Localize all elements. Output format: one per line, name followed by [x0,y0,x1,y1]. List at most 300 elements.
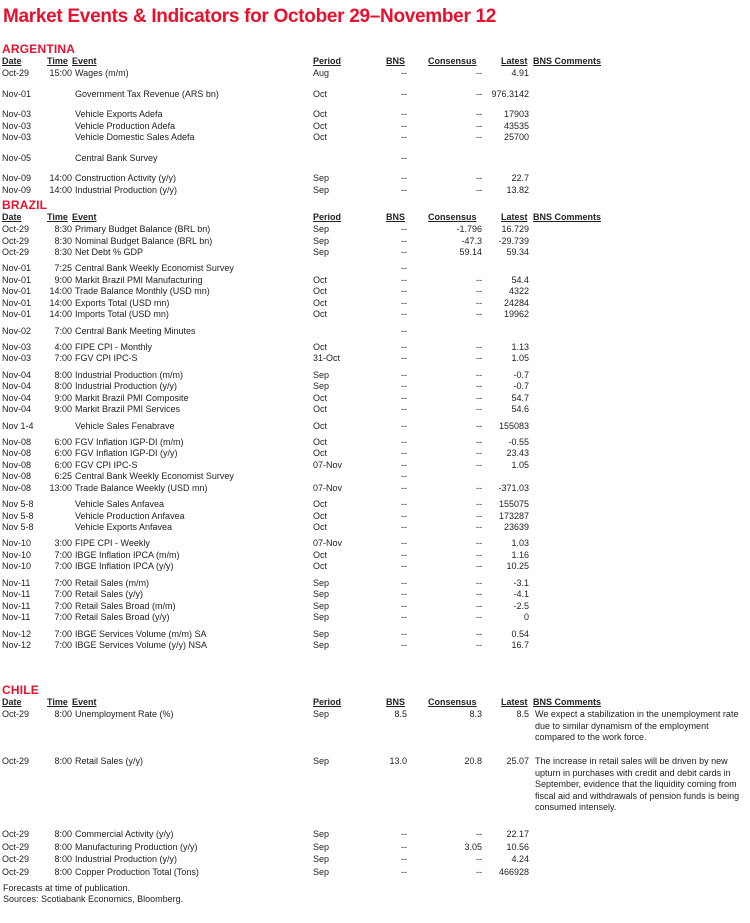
cell-event: FGV Inflation IGP-DI (y/y) [75,448,178,459]
cell-consensus: 59.14 [459,247,482,257]
cell-bns: 13.0 [389,756,407,766]
cell-event: Vehicle Production Anfavea [75,510,185,521]
cell-time: 7:00 [54,549,72,560]
cell-time: 7:00 [54,561,72,572]
cell-date: Nov-08 [2,482,32,493]
cell-time: 13:00 [49,482,72,493]
cell-consensus: -- [476,522,482,533]
cell-latest: 16.7 [511,640,529,650]
cell-consensus: -- [476,286,482,297]
cell-period: Sep [313,589,330,600]
cell-event: Central Bank Weekly Economist Survey [75,471,234,482]
cell-consensus: -- [476,459,482,470]
table-row [0,353,750,365]
cell-event: IBGE Inflation IPCA (y/y) [75,561,174,572]
cell-event: Nominal Budget Balance (BRL bn) [75,235,213,246]
cell-consensus: -- [476,353,482,364]
column-header-event: Event [72,56,97,66]
cell-time: 8:30 [54,235,72,246]
column-header-row [0,212,750,224]
cell-bns: -- [401,577,407,588]
cell-time: 7:00 [54,353,72,364]
table-row [0,612,750,624]
table-row [0,756,750,812]
cell-event: Copper Production Total (Tons) [75,866,199,877]
column-header-bns: BNS [386,697,406,707]
table-row [0,601,750,613]
cell-consensus: -- [476,549,482,560]
cell-event: Industrial Production (y/y) [75,381,178,392]
cell-latest: 25700 [503,132,529,142]
cell-consensus: 20.8 [464,756,482,766]
cell-bns: -- [401,841,407,852]
cell-time: 4:00 [54,341,72,352]
cell-date: Nov-02 [2,325,32,336]
column-header-consensus: Consensus [428,56,477,66]
table-row [0,437,750,449]
cell-bns: -- [401,628,407,639]
cell-consensus: -- [476,184,482,195]
cell-bns: -- [401,235,407,246]
cell-event: Retail Sales Broad (m/m) [75,600,176,611]
cell-consensus: 3.05 [464,841,482,852]
cell-date: Nov-10 [2,538,32,549]
cell-consensus: -- [476,600,482,611]
cell-date: Nov-11 [2,600,31,611]
cell-date: Oct-29 [2,866,30,877]
cell-bns: -- [401,829,407,839]
table-row [0,370,750,382]
cell-latest: -371.03 [498,482,529,493]
cell-date: Nov-09 [2,184,32,195]
cell-consensus: -- [476,381,482,392]
table-row [0,68,750,80]
cell-latest: 22.7 [511,173,529,183]
table-row [0,483,750,495]
table-row [0,561,750,573]
column-header-time: Time [47,56,68,66]
cell-period: Oct [313,510,328,521]
table-row [0,511,750,523]
cell-event: Wages (m/m) [75,68,129,78]
cell-bns: -- [401,297,407,308]
cell-event: Central Bank Weekly Economist Survey [75,263,234,274]
cell-time: 7:25 [54,263,72,274]
cell-date: Nov-11 [2,612,31,623]
cell-time: 7:00 [54,612,72,623]
cell-time: 7:00 [54,589,72,600]
cell-latest: -2.5 [513,600,529,611]
cell-latest: 173287 [498,510,529,521]
cell-consensus: -- [476,109,482,119]
cell-event: Vehicle Production Adefa [75,120,176,131]
cell-date: Nov 5-8 [2,499,34,510]
cell-event: Exports Total (USD mn) [75,297,170,308]
cell-time: 7:00 [54,628,72,639]
cell-bns: -- [401,612,407,623]
cell-period: Sep [313,756,330,766]
cell-comment: We expect a stabilization in the unemployment rate due to similar dynamism of the employment compared to the work force. [535,709,739,742]
cell-consensus: -- [476,561,482,572]
cell-consensus: -- [476,88,482,99]
cell-period: 07-Nov [313,538,343,549]
cell-latest: 4.24 [511,854,529,864]
table-row [0,89,750,101]
cell-consensus: -- [476,392,482,403]
cell-bns: -- [401,392,407,403]
cell-event: IBGE Inflation IPCA (m/m) [75,549,180,560]
cell-period: Sep [313,247,330,257]
footnote-forecasts: Forecasts at time of publication. [3,883,131,893]
cell-bns: -- [401,538,407,549]
cell-consensus: -- [476,173,482,183]
column-header-date: Date [2,212,22,222]
cell-date: Nov-08 [2,448,32,459]
column-header-date: Date [2,697,22,707]
cell-bns: -- [401,274,407,285]
cell-date: Nov-04 [2,381,32,392]
cell-consensus: -- [476,68,482,78]
cell-consensus: -- [476,829,482,839]
cell-date: Nov-04 [2,369,32,380]
cell-period: Sep [313,577,330,588]
cell-latest: 54.4 [511,274,529,285]
cell-date: Nov-01 [2,286,32,297]
table-row [0,538,750,550]
cell-event: FIPE CPI - Monthly [75,341,153,352]
cell-date: Oct-29 [2,854,30,864]
cell-event: Vehicle Domestic Sales Adefa [75,132,195,142]
column-header-bns: BNS [386,212,406,222]
cell-event: Commercial Activity (y/y) [75,829,174,839]
cell-latest: 13.82 [506,184,529,195]
footnotes [3,883,183,905]
cell-time: 9:00 [54,404,72,415]
cell-event: Construction Activity (y/y) [75,173,177,183]
cell-latest: 25.07 [506,756,529,766]
cell-latest: 1.03 [511,538,529,549]
cell-date: Nov-08 [2,436,32,447]
cell-bns: -- [401,420,407,431]
cell-period: Sep [313,369,330,380]
cell-event: Trade Balance Monthly (USD mn) [75,286,210,297]
cell-period: Oct [313,309,328,320]
cell-bns: -- [401,459,407,470]
cell-latest: -0.7 [513,369,529,380]
table-row [0,153,750,165]
page-title: Market Events & Indicators for October 29–November 12 [3,6,497,27]
cell-period: Sep [313,235,330,246]
column-header-comments: BNS Comments [533,56,602,66]
cell-period: Oct [313,561,328,572]
cell-event: Industrial Production (m/m) [75,369,184,380]
table-row [0,421,750,433]
country-heading: CHILE [2,683,39,697]
cell-date: Nov-01 [2,297,32,308]
table-row [0,640,750,652]
table-row [0,275,750,287]
cell-latest: 1.05 [511,353,529,364]
table-row [0,854,750,866]
cell-bns: -- [401,309,407,320]
cell-bns: -- [401,600,407,611]
cell-bns: -- [401,325,407,336]
cell-time: 7:00 [54,600,72,611]
cell-bns: -- [401,381,407,392]
column-header-date: Date [2,56,22,66]
cell-latest: 155083 [498,420,529,431]
cell-event: FGV CPI IPC-S [75,353,138,364]
table-row [0,247,750,259]
table-row [0,263,750,275]
cell-latest: 54.6 [511,404,529,415]
column-header-latest: Latest [501,697,528,707]
cell-event: IBGE Services Volume (y/y) NSA [75,640,208,650]
cell-event: Net Debt % GDP [75,247,144,257]
cell-date: Nov-11 [2,577,31,588]
table-row [0,342,750,354]
cell-period: Aug [313,68,330,78]
cell-bns: -- [401,353,407,364]
column-header-latest: Latest [501,56,528,66]
cell-time: 7:00 [54,577,72,588]
cell-event: Trade Balance Weekly (USD mn) [75,482,208,493]
cell-latest: 10.56 [506,841,529,852]
cell-latest: 1.16 [511,549,529,560]
cell-time: 6:00 [54,448,72,459]
country-heading: ARGENTINA [2,42,76,56]
cell-bns: -- [401,549,407,560]
cell-time: 14:00 [49,297,72,308]
cell-consensus: -- [476,577,482,588]
cell-consensus: -- [476,420,482,431]
cell-bns: -- [401,448,407,459]
cell-period: Sep [313,628,330,639]
cell-bns: -- [401,561,407,572]
cell-bns: -- [401,369,407,380]
cell-date: Nov-03 [2,109,32,119]
cell-date: Nov-01 [2,274,32,285]
cell-time: 8:00 [54,756,72,766]
cell-date: Nov-09 [2,173,32,183]
cell-consensus: -- [476,120,482,131]
cell-date: Nov-03 [2,132,32,142]
table-row [0,132,750,144]
table-row [0,629,750,641]
cell-event: Markit Brazil PMI Composite [75,392,189,403]
cell-consensus: -- [476,436,482,447]
cell-period: Oct [313,436,328,447]
cell-latest: 1.13 [511,341,529,352]
cell-period: Oct [313,286,328,297]
cell-event: Unemployment Rate (%) [75,709,174,719]
cell-period: Sep [313,640,330,650]
cell-date: Nov 5-8 [2,510,34,521]
footnote-sources: Sources: Scotiabank Economics, Bloomberg. [3,894,184,904]
cell-bns: -- [401,341,407,352]
cell-date: Nov-01 [2,263,32,274]
table-row [0,173,750,185]
cell-consensus: -- [476,309,482,320]
column-header-comments: BNS Comments [533,697,602,707]
cell-date: Oct-29 [2,829,30,839]
cell-consensus: -- [476,628,482,639]
cell-period: Sep [313,841,330,852]
cell-period: Oct [313,88,328,99]
cell-consensus: -- [476,510,482,521]
cell-event: Vehicle Sales Fenabrave [75,420,175,431]
cell-consensus: -- [476,369,482,380]
cell-consensus: -- [476,341,482,352]
cell-consensus: -- [476,132,482,142]
cell-period: Oct [313,274,328,285]
cell-consensus: 8.3 [469,709,482,719]
cell-date: Nov-10 [2,561,32,572]
cell-consensus: -1.796 [456,224,482,234]
cell-consensus: -- [476,538,482,549]
cell-latest: 17903 [503,109,529,119]
cell-bns: -- [401,184,407,195]
table-row [0,185,750,197]
cell-bns: -- [401,510,407,521]
table-row [0,121,750,133]
cell-bns: -- [401,247,407,257]
cell-consensus: -- [476,482,482,493]
cell-latest: 23.43 [506,448,529,459]
cell-period: Oct [313,448,328,459]
cell-date: Nov-12 [2,628,32,639]
cell-latest: -0.55 [508,436,529,447]
cell-consensus: -- [476,274,482,285]
cell-event: Retail Sales Broad (y/y) [75,612,170,623]
cell-date: Nov-12 [2,640,32,650]
cell-date: Oct-29 [2,709,30,719]
cell-time: 8:00 [54,841,72,852]
cell-time: 15:00 [49,68,72,78]
cell-event: Central Bank Survey [75,152,158,163]
cell-period: 07-Nov [313,482,343,493]
cell-time: 14:00 [49,309,72,320]
cell-date: Nov-08 [2,459,32,470]
cell-consensus: -- [476,612,482,623]
column-header-time: Time [47,697,68,707]
cell-latest: 4322 [508,286,529,297]
cell-time: 6:00 [54,436,72,447]
column-header-bns: BNS [386,56,406,66]
cell-bns: -- [401,68,407,78]
cell-bns: -- [401,263,407,274]
cell-date: Nov-03 [2,353,32,364]
column-header-time: Time [47,212,68,222]
cell-time: 8:00 [54,866,72,877]
cell-period: Oct [313,499,328,510]
column-header-consensus: Consensus [428,212,477,222]
table-row [0,448,750,460]
table-row [0,842,750,854]
column-header-row [0,697,750,709]
cell-latest: 54.7 [511,392,529,403]
cell-time: 9:00 [54,392,72,403]
cell-bns: -- [401,120,407,131]
cell-time: 7:00 [54,325,72,336]
table-row [0,499,750,511]
cell-latest: -3.1 [513,577,529,588]
cell-latest: 22.17 [506,829,529,839]
cell-date: Oct-29 [2,235,30,246]
cell-time: 9:00 [54,274,72,285]
cell-date: Oct-29 [2,224,30,234]
cell-period: Sep [313,829,330,839]
cell-date: Nov-11 [2,589,31,600]
cell-date: Nov-01 [2,309,32,320]
cell-date: Nov-04 [2,392,32,403]
cell-latest: 43535 [503,120,529,131]
cell-time: 6:00 [54,459,72,470]
cell-time: 3:00 [54,538,72,549]
table-row [0,404,750,416]
cell-consensus: -- [476,866,482,877]
cell-latest: 8.5 [516,709,529,719]
cell-period: Sep [313,173,330,183]
cell-period: 31-Oct [313,353,341,364]
column-header-row [0,56,750,68]
cell-period: Oct [313,341,328,352]
cell-time: 14:00 [49,184,72,195]
cell-date: Nov 1-4 [2,420,34,431]
cell-latest: -4.1 [513,589,529,600]
cell-period: Oct [313,522,328,533]
cell-latest: 16.729 [501,224,529,234]
cell-latest: 4.91 [511,68,529,78]
cell-bns: -- [401,499,407,510]
cell-bns: -- [401,286,407,297]
cell-bns: -- [401,173,407,183]
cell-bns: -- [401,854,407,864]
cell-period: Oct [313,297,328,308]
cell-latest: 24284 [503,297,529,308]
cell-time: 8:00 [54,829,72,839]
cell-period: Oct [313,392,328,403]
cell-bns: -- [401,522,407,533]
cell-date: Nov-01 [2,88,32,99]
cell-period: Oct [313,132,328,142]
table-row [0,471,750,483]
column-header-period: Period [313,56,342,66]
cell-bns: -- [401,404,407,415]
cell-date: Oct-29 [2,756,30,766]
cell-date: Nov-05 [2,152,32,163]
cell-bns: -- [401,152,407,163]
cell-time: 8:00 [54,854,72,864]
cell-latest: 23639 [503,522,529,533]
cell-period: Sep [313,612,330,623]
table-row [0,309,750,321]
cell-latest: -0.7 [513,381,529,392]
table-row [0,589,750,601]
cell-comment: The increase in retail sales will be driven by new upturn in purchases with credit and debit cards in September, evidence that the liquidity coming from fiscal aid and withdrawals of pension funds is being consumed intensely. [535,756,740,812]
table-row [0,393,750,405]
column-header-latest: Latest [501,212,528,222]
cell-latest: 19962 [503,309,529,320]
cell-event: Industrial Production (y/y) [75,184,178,195]
table-row [0,286,750,298]
cell-time: 8:30 [54,247,72,257]
table-row [0,829,750,841]
cell-latest: 0.54 [511,628,529,639]
cell-event: Vehicle Exports Anfavea [75,522,173,533]
cell-period: 07-Nov [313,459,343,470]
cell-event: Vehicle Sales Anfavea [75,499,165,510]
